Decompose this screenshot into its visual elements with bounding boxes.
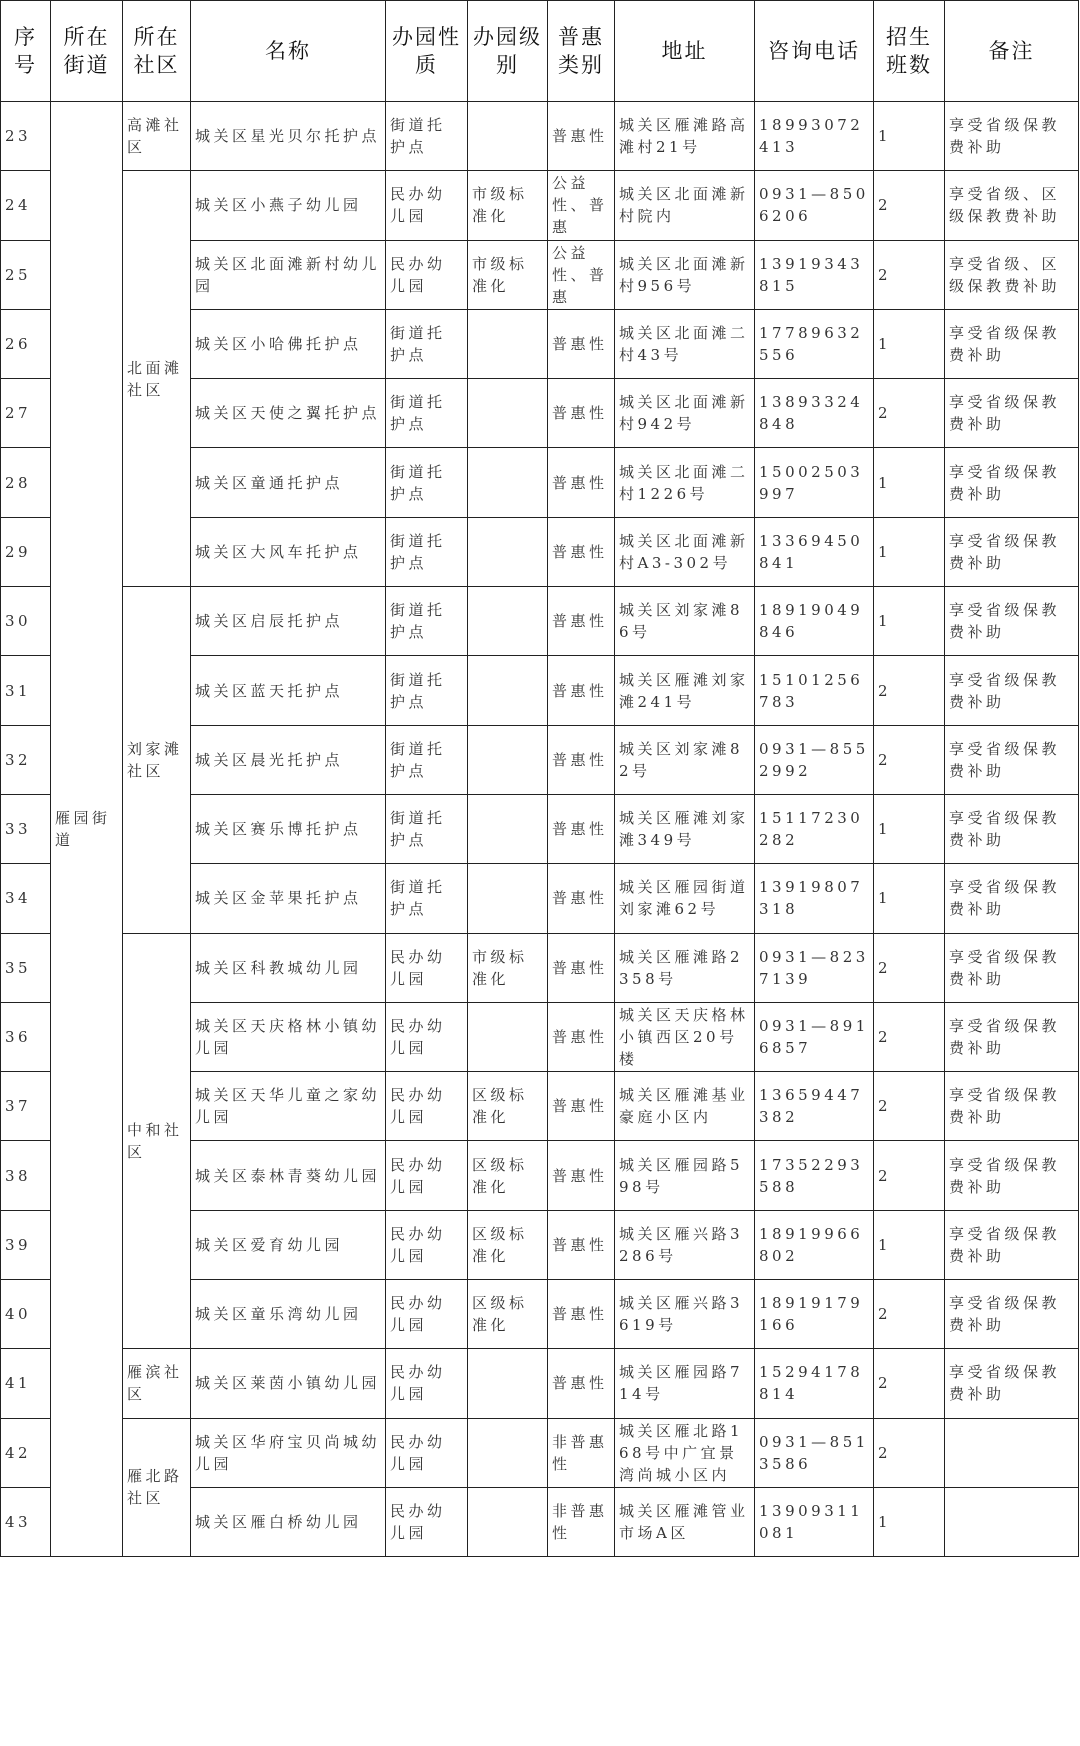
table-row [1,1418,1079,1487]
seq-cell: 41 [1,1349,51,1418]
classes-cell: 2 [874,1418,945,1487]
address-cell: 城关区北面滩新村942号 [615,379,755,448]
seq-cell: 29 [1,517,51,586]
address-cell: 城关区雁滩刘家滩241号 [615,656,755,725]
name-cell: 城关区华府宝贝尚城幼儿园 [191,1418,386,1487]
community-cell: 高滩社区 [123,102,191,171]
phone-cell: 15101256783 [755,656,874,725]
seq-cell: 39 [1,1210,51,1279]
nature-cell: 民办幼儿园 [386,1210,468,1279]
name-cell: 城关区北面滩新村幼儿园 [191,240,386,309]
address-cell: 城关区刘家滩82号 [615,725,755,794]
classes-cell: 1 [874,864,945,933]
header-row [1,1,1079,102]
address-cell: 城关区雁滩管业市场A区 [615,1487,755,1556]
address-cell: 城关区天庆格林小镇西区20号楼 [615,1002,755,1071]
category-cell: 普惠性 [548,864,615,933]
address-cell: 城关区北面滩二村43号 [615,309,755,378]
nature-cell: 民办幼儿园 [386,1487,468,1556]
name-cell: 城关区科教城幼儿园 [191,933,386,1002]
classes-cell: 1 [874,517,945,586]
phone-cell: 13893324848 [755,379,874,448]
level-cell: 区级标准化 [468,1141,548,1210]
remarks-cell: 享受省级保教费补助 [945,1072,1079,1141]
level-cell [468,1002,548,1071]
category-cell: 普惠性 [548,309,615,378]
level-cell [468,1418,548,1487]
name-cell: 城关区启辰托护点 [191,587,386,656]
category-cell: 普惠性 [548,933,615,1002]
classes-cell: 2 [874,240,945,309]
classes-cell: 2 [874,933,945,1002]
table-row [1,102,1079,171]
level-cell [468,864,548,933]
name-cell: 城关区小哈佛托护点 [191,309,386,378]
address-cell: 城关区雁滩基业豪庭小区内 [615,1072,755,1141]
classes-cell: 2 [874,1002,945,1071]
remarks-cell: 享受省级保教费补助 [945,309,1079,378]
address-cell: 城关区雁兴路3619号 [615,1280,755,1349]
level-cell [468,102,548,171]
classes-cell: 1 [874,1487,945,1556]
name-cell: 城关区泰林青葵幼儿园 [191,1141,386,1210]
seq-cell: 25 [1,240,51,309]
name-cell: 城关区天华儿童之家幼儿园 [191,1072,386,1141]
phone-cell: 0931—8513586 [755,1418,874,1487]
address-cell: 城关区北面滩新村A3-302号 [615,517,755,586]
name-cell: 城关区莱茵小镇幼儿园 [191,1349,386,1418]
nature-cell: 民办幼儿园 [386,1002,468,1071]
nature-cell: 民办幼儿园 [386,1349,468,1418]
nature-cell: 街道托护点 [386,517,468,586]
remarks-cell: 享受省级保教费补助 [945,1210,1079,1279]
remarks-cell: 享受省级保教费补助 [945,794,1079,863]
phone-cell: 17352293588 [755,1141,874,1210]
table-row [1,933,1079,1002]
category-cell: 普惠性 [548,656,615,725]
name-cell: 城关区爱育幼儿园 [191,1210,386,1279]
nature-cell: 街道托护点 [386,656,468,725]
classes-cell: 2 [874,1141,945,1210]
street-cell: 雁园街道 [51,102,123,1557]
level-cell [468,1487,548,1556]
community-cell: 雁滨社区 [123,1349,191,1418]
category-cell: 非普惠性 [548,1418,615,1487]
table-row [1,1349,1079,1418]
header-category: 普惠类别 [548,1,615,102]
remarks-cell: 享受省级保教费补助 [945,102,1079,171]
category-cell: 普惠性 [548,1141,615,1210]
remarks-cell: 享受省级保教费补助 [945,1002,1079,1071]
remarks-cell: 享受省级保教费补助 [945,379,1079,448]
name-cell: 城关区童通托护点 [191,448,386,517]
remarks-cell: 享受省级、区级保教费补助 [945,240,1079,309]
seq-cell: 24 [1,171,51,240]
header-phone: 咨询电话 [755,1,874,102]
nature-cell: 民办幼儿园 [386,933,468,1002]
phone-cell: 15117230282 [755,794,874,863]
nature-cell: 街道托护点 [386,725,468,794]
phone-cell: 13919343815 [755,240,874,309]
level-cell [468,794,548,863]
nature-cell: 民办幼儿园 [386,1072,468,1141]
category-cell: 普惠性 [548,102,615,171]
nature-cell: 街道托护点 [386,864,468,933]
phone-cell: 15002503997 [755,448,874,517]
nature-cell: 民办幼儿园 [386,240,468,309]
level-cell [468,448,548,517]
classes-cell: 2 [874,379,945,448]
level-cell: 市级标准化 [468,240,548,309]
seq-cell: 28 [1,448,51,517]
category-cell: 普惠性 [548,725,615,794]
address-cell: 城关区北面滩二村1226号 [615,448,755,517]
nature-cell: 街道托护点 [386,587,468,656]
seq-cell: 35 [1,933,51,1002]
category-cell: 公益性、普惠 [548,171,615,240]
phone-cell: 18919049846 [755,587,874,656]
seq-cell: 27 [1,379,51,448]
level-cell [468,1349,548,1418]
address-cell: 城关区雁园路714号 [615,1349,755,1418]
level-cell: 区级标准化 [468,1210,548,1279]
community-cell: 刘家滩社区 [123,587,191,933]
table-body [1,102,1079,1557]
seq-cell: 36 [1,1002,51,1071]
address-cell: 城关区雁滩刘家滩349号 [615,794,755,863]
classes-cell: 2 [874,1072,945,1141]
remarks-cell [945,1418,1079,1487]
remarks-cell: 享受省级保教费补助 [945,1141,1079,1210]
classes-cell: 1 [874,587,945,656]
level-cell [468,656,548,725]
classes-cell: 1 [874,102,945,171]
community-cell: 北面滩社区 [123,171,191,587]
community-cell: 中和社区 [123,933,191,1349]
category-cell: 非普惠性 [548,1487,615,1556]
classes-cell: 1 [874,794,945,863]
address-cell: 城关区雁园路598号 [615,1141,755,1210]
address-cell: 城关区北面滩新村956号 [615,240,755,309]
remarks-cell: 享受省级保教费补助 [945,656,1079,725]
remarks-cell: 享受省级保教费补助 [945,587,1079,656]
phone-cell: 13919807318 [755,864,874,933]
classes-cell: 1 [874,1210,945,1279]
address-cell: 城关区雁兴路3286号 [615,1210,755,1279]
header-seq: 序号 [1,1,51,102]
name-cell: 城关区天庆格林小镇幼儿园 [191,1002,386,1071]
nature-cell: 街道托护点 [386,379,468,448]
header-address: 地址 [615,1,755,102]
header-level: 办园级别 [468,1,548,102]
header-classes: 招生班数 [874,1,945,102]
community-cell: 雁北路社区 [123,1418,191,1557]
category-cell: 普惠性 [548,587,615,656]
header-nature: 办园性质 [386,1,468,102]
category-cell: 公益性、普惠 [548,240,615,309]
seq-cell: 33 [1,794,51,863]
phone-cell: 0931—8506206 [755,171,874,240]
address-cell: 城关区北面滩新村院内 [615,171,755,240]
category-cell: 普惠性 [548,517,615,586]
phone-cell: 18919179166 [755,1280,874,1349]
seq-cell: 38 [1,1141,51,1210]
category-cell: 普惠性 [548,1280,615,1349]
classes-cell: 1 [874,309,945,378]
seq-cell: 23 [1,102,51,171]
category-cell: 普惠性 [548,379,615,448]
phone-cell: 0931—8552992 [755,725,874,794]
phone-cell: 13369450841 [755,517,874,586]
name-cell: 城关区小燕子幼儿园 [191,171,386,240]
nature-cell: 民办幼儿园 [386,1141,468,1210]
name-cell: 城关区大风车托护点 [191,517,386,586]
classes-cell: 2 [874,171,945,240]
nature-cell: 街道托护点 [386,309,468,378]
remarks-cell: 享受省级保教费补助 [945,517,1079,586]
seq-cell: 37 [1,1072,51,1141]
nature-cell: 民办幼儿园 [386,1280,468,1349]
remarks-cell: 享受省级保教费补助 [945,933,1079,1002]
category-cell: 普惠性 [548,794,615,863]
remarks-cell [945,1487,1079,1556]
phone-cell: 0931—8237139 [755,933,874,1002]
category-cell: 普惠性 [548,1349,615,1418]
classes-cell: 2 [874,656,945,725]
phone-cell: 18919966802 [755,1210,874,1279]
remarks-cell: 享受省级保教费补助 [945,864,1079,933]
level-cell [468,725,548,794]
table-row [1,171,1079,240]
header-name: 名称 [191,1,386,102]
seq-cell: 34 [1,864,51,933]
remarks-cell: 享受省级保教费补助 [945,1280,1079,1349]
nature-cell: 街道托护点 [386,448,468,517]
address-cell: 城关区刘家滩86号 [615,587,755,656]
name-cell: 城关区赛乐博托护点 [191,794,386,863]
address-cell: 城关区雁园街道刘家滩62号 [615,864,755,933]
level-cell [468,587,548,656]
name-cell: 城关区雁白桥幼儿园 [191,1487,386,1556]
table-header [1,1,1079,102]
phone-cell: 13659447382 [755,1072,874,1141]
address-cell: 城关区雁滩路高滩村21号 [615,102,755,171]
header-community: 所在社区 [123,1,191,102]
name-cell: 城关区星光贝尔托护点 [191,102,386,171]
name-cell: 城关区蓝天托护点 [191,656,386,725]
classes-cell: 2 [874,1349,945,1418]
seq-cell: 31 [1,656,51,725]
nature-cell: 街道托护点 [386,102,468,171]
seq-cell: 32 [1,725,51,794]
remarks-cell: 享受省级、区级保教费补助 [945,171,1079,240]
name-cell: 城关区金苹果托护点 [191,864,386,933]
phone-cell: 13909311081 [755,1487,874,1556]
level-cell [468,309,548,378]
level-cell: 区级标准化 [468,1280,548,1349]
classes-cell: 1 [874,448,945,517]
name-cell: 城关区天使之翼托护点 [191,379,386,448]
phone-cell: 17789632556 [755,309,874,378]
category-cell: 普惠性 [548,448,615,517]
seq-cell: 43 [1,1487,51,1556]
name-cell: 城关区晨光托护点 [191,725,386,794]
seq-cell: 26 [1,309,51,378]
level-cell [468,517,548,586]
category-cell: 普惠性 [548,1210,615,1279]
remarks-cell: 享受省级保教费补助 [945,725,1079,794]
seq-cell: 42 [1,1418,51,1487]
phone-cell: 18993072413 [755,102,874,171]
level-cell: 市级标准化 [468,933,548,1002]
seq-cell: 40 [1,1280,51,1349]
classes-cell: 2 [874,1280,945,1349]
seq-cell: 30 [1,587,51,656]
level-cell [468,379,548,448]
level-cell: 市级标准化 [468,171,548,240]
table-row [1,587,1079,656]
remarks-cell: 享受省级保教费补助 [945,448,1079,517]
category-cell: 普惠性 [548,1072,615,1141]
category-cell: 普惠性 [548,1002,615,1071]
level-cell: 区级标准化 [468,1072,548,1141]
address-cell: 城关区雁北路168号中广宜景湾尚城小区内 [615,1418,755,1487]
name-cell: 城关区童乐湾幼儿园 [191,1280,386,1349]
classes-cell: 2 [874,725,945,794]
nature-cell: 民办幼儿园 [386,1418,468,1487]
phone-cell: 15294178814 [755,1349,874,1418]
address-cell: 城关区雁滩路2358号 [615,933,755,1002]
remarks-cell: 享受省级保教费补助 [945,1349,1079,1418]
header-remarks: 备注 [945,1,1079,102]
header-street: 所在街道 [51,1,123,102]
phone-cell: 0931—8916857 [755,1002,874,1071]
nature-cell: 街道托护点 [386,794,468,863]
nature-cell: 民办幼儿园 [386,171,468,240]
